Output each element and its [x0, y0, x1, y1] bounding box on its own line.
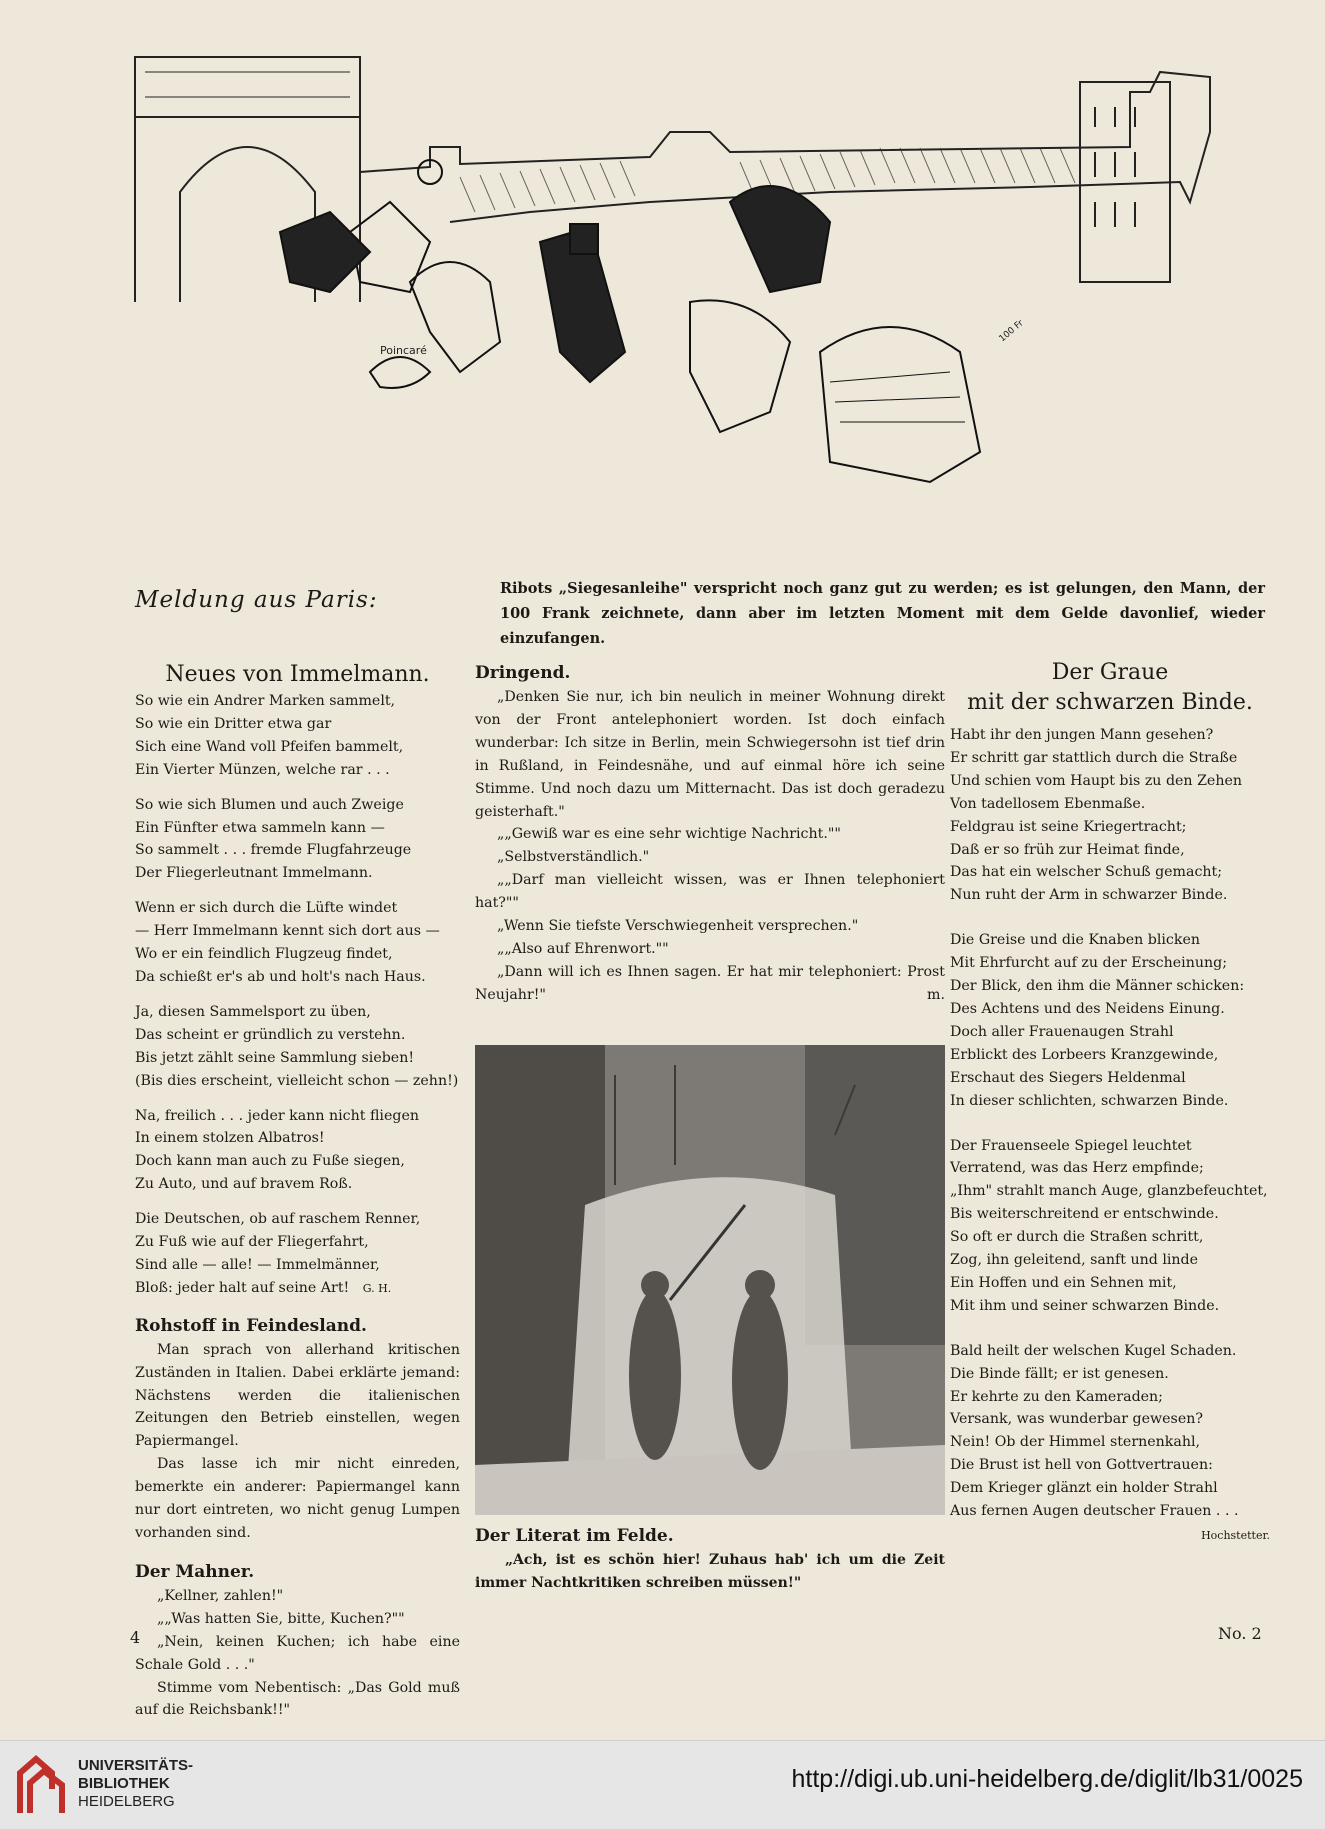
- article-paragraph: Das lasse ich mir nicht einreden, bemerkte ein anderer: Papiermangel kann nur dort eintreten, wo nicht genug Lumpen vorhanden sind.: [135, 1456, 460, 1541]
- label-paper: 100 Fr: [997, 318, 1026, 345]
- poem-line: So wie ein Andrer Marken sammelt,: [135, 693, 396, 709]
- poem-line: Zu Fuß wie auf der Fliegerfahrt,: [135, 1234, 369, 1251]
- poem-line: Er kehrte zu den Kameraden;: [950, 1388, 1163, 1405]
- poem-line: Verratend, was das Herz empfinde;: [950, 1160, 1204, 1177]
- poem-line: In einem stolzen Albatros!: [135, 1130, 325, 1147]
- poem-line: Der Blick, den ihm die Männer schicken:: [950, 978, 1245, 995]
- photo-caption-title: Der Literat im Felde.: [475, 1526, 674, 1546]
- permalink-url[interactable]: http://digi.ub.uni-heidelberg.de/diglit/lb31/0025: [791, 1765, 1303, 1793]
- poem-line: In dieser schlichten, schwarzen Binde.: [950, 1092, 1229, 1109]
- poem-line: Doch kann man auch zu Fuße siegen,: [135, 1153, 405, 1170]
- poem-stanza: [135, 794, 460, 886]
- library-name-line: BIBLIOTHEK: [78, 1775, 170, 1792]
- library-name-line: UNIVERSITÄTS-: [78, 1757, 194, 1774]
- article-paragraph: „Wenn Sie tiefste Verschwiegenheit versprechen.": [497, 918, 859, 935]
- poem-line: Na, freilich . . . jeder kann nicht fliegen: [135, 1107, 419, 1124]
- poem-line: Die Deutschen, ob auf raschem Renner,: [135, 1211, 421, 1228]
- photo-caption: [475, 1523, 945, 1595]
- caption-text: Ribots „Siegesanleihe" verspricht noch ganz gut zu werden; es ist gelungen, den Mann, der 100 Frank zeichnete, dann aber im letzten Moment mit dem Gelde davonlief, wieder einzufangen.: [500, 580, 1265, 647]
- article-paragraph: Stimme vom Nebentisch: „Das Gold muß auf die Reichsbank!!": [135, 1679, 460, 1719]
- poem-line: Und schien vom Haupt bis zu den Zehen: [950, 772, 1242, 789]
- article-paragraph: „Nein, keinen Kuchen; ich habe eine Schale Gold . . .": [135, 1633, 460, 1673]
- article-paragraph: „Dann will ich es Ihnen sagen. Er hat mir telephoniert: Prost Neujahr!": [475, 963, 945, 1003]
- column-middle: [475, 660, 945, 1007]
- poem-stanza: [135, 1105, 460, 1197]
- poem-stanza: [135, 1208, 460, 1301]
- poem-line: Zog, ihn geleitend, sanft und linde: [950, 1252, 1199, 1269]
- poem-line: Wenn er sich durch die Lüfte windet: [135, 900, 398, 917]
- poem-line: Die Brust ist hell von Gottvertrauen:: [950, 1457, 1213, 1474]
- article-paragraph: „Denken Sie nur, ich bin neulich in meiner Wohnung direkt von der Front antelephoniert worden. Ist doch einfach wunderbar: Ich sitze in Berlin, mein Schwiegersohn ist tief drin in Rußland, in Feindesnähe, und auf einmal höre ich seine Stimme. Und noch dazu um Mitternacht. Das ist doch geradezu geisterhaft.": [475, 689, 945, 820]
- page-number: 4: [130, 1628, 141, 1647]
- poem-line: Dem Krieger glänzt ein holder Strahl: [950, 1480, 1218, 1497]
- poem-line: Er schritt gar stattlich durch die Straße: [950, 749, 1238, 766]
- poem-title-line2: mit der schwarzen Binde.: [967, 690, 1253, 715]
- photo-caption-quote: „Ach, ist es schön hier! Zuhaus hab' ich um die Zeit immer Nachtkritiken schreiben müssen!": [475, 1552, 945, 1591]
- article-paragraph: Man sprach von allerhand kritischen Zuständen in Italien. Dabei erklärte jemand: Nächstens werden die italienischen Zeitungen den Betrieb einstellen, wegen Papiermangel.: [135, 1341, 460, 1450]
- article-paragraph: „„Darf man vielleicht wissen, was er Ihnen telephoniert hat?"": [475, 872, 945, 912]
- poem-stanza: [950, 1340, 1270, 1523]
- poem-line: Der Fliegerleutnant Immelmann.: [135, 865, 373, 882]
- label-poincare: Poincaré: [380, 344, 427, 357]
- signature: Hochstetter.: [1201, 1529, 1270, 1542]
- soldiers-photo: [475, 1045, 945, 1515]
- poem-line: Das hat ein welscher Schuß gemacht;: [950, 864, 1223, 881]
- poem-line: „Ihm" strahlt manch Auge, glanzbefeuchtet,: [950, 1183, 1268, 1200]
- mahner-article: [135, 1559, 460, 1722]
- article-title-dringend: Dringend.: [475, 663, 571, 683]
- rohstoff-article: [135, 1313, 460, 1545]
- poem-line: Mit Ehrfurcht auf zu der Erscheinung;: [950, 955, 1227, 972]
- poem-line: Erblickt des Lorbeers Kranzgewinde,: [950, 1046, 1219, 1063]
- poem-line: Habt ihr den jungen Mann gesehen?: [950, 727, 1214, 743]
- poem-line: Die Greise und die Knaben blicken: [950, 932, 1200, 949]
- poem-line: Das scheint er gründlich zu verstehn.: [135, 1026, 406, 1043]
- library-name-line: HEIDELBERG: [78, 1793, 175, 1810]
- poem-stanza: [950, 724, 1270, 907]
- poem-line: Erschaut des Siegers Heldenmal: [950, 1069, 1186, 1086]
- poem-title-line1: Der Graue: [1051, 660, 1169, 685]
- poem-line: Bald heilt der welschen Kugel Schaden.: [950, 1342, 1237, 1359]
- poem-stanza: [950, 929, 1270, 1112]
- poem-line: So wie ein Dritter etwa gar: [135, 715, 332, 732]
- poem-line-text: Bloß: jeder halt auf seine Art!: [135, 1279, 350, 1296]
- poem-stanza: [950, 1135, 1270, 1318]
- library-name[interactable]: [78, 1757, 193, 1811]
- article-paragraph: „„Also auf Ehrenwort."": [497, 940, 669, 957]
- column-right: [950, 658, 1270, 1548]
- signature: G. H.: [362, 1281, 392, 1295]
- poem-line: So wie sich Blumen und auch Zweige: [135, 796, 404, 813]
- poem-line: Ja, diesen Sammelsport zu üben,: [135, 1003, 371, 1020]
- poem-line: Der Frauenseele Spiegel leuchtet: [950, 1137, 1192, 1154]
- poem-line: Ein Vierter Münzen, welche rar . . .: [135, 761, 390, 778]
- article-paragraph: „Selbstverständlich.": [497, 849, 650, 866]
- poem-line: Daß er so früh zur Heimat finde,: [950, 841, 1185, 858]
- article-paragraph: „„Was hatten Sie, bitte, Kuchen?"": [157, 1610, 405, 1627]
- article-paragraph: „„Gewiß war es eine sehr wichtige Nachricht."": [497, 826, 841, 843]
- article-paragraph: „Kellner, zahlen!": [157, 1587, 284, 1604]
- poem-line: Sind alle — alle! — Immelmänner,: [135, 1256, 380, 1273]
- poem-line: Mit ihm und seiner schwarzen Binde.: [950, 1297, 1220, 1314]
- caption-heading: Meldung aus Paris:: [135, 587, 378, 613]
- poem-line: Wo er ein feindlich Flugzeug findet,: [135, 946, 393, 963]
- poem-line: Ein Hoffen und ein Sehnen mit,: [950, 1274, 1177, 1291]
- poem-line: Da schießt er's ab und holt's nach Haus.: [135, 968, 426, 985]
- poem-line: Aus fernen Augen deutscher Frauen . . .: [950, 1503, 1239, 1520]
- poem-stanza: [135, 897, 460, 989]
- signature: m.: [927, 986, 945, 1003]
- poem-line: (Bis dies erscheint, vielleicht schon — zehn!): [135, 1072, 459, 1089]
- poem-line: Des Achtens und des Neidens Einung.: [950, 1000, 1225, 1017]
- poem-line: Nun ruht der Arm in schwarzer Binde.: [950, 887, 1228, 904]
- poem-line: So sammelt . . . fremde Flugfahrzeuge: [135, 842, 412, 859]
- poem-line: Nein! Ob der Himmel sternenkahl,: [950, 1434, 1201, 1451]
- label-ribot: Ribot: [762, 247, 791, 260]
- poem-line: Die Binde fällt; er ist genesen.: [950, 1365, 1169, 1382]
- poem-line: Doch aller Frauenaugen Strahl: [950, 1023, 1174, 1040]
- poem-line: Versank, was wunderbar gewesen?: [950, 1411, 1203, 1428]
- poem-line: Ein Fünfter etwa sammeln kann —: [135, 819, 385, 836]
- poem-line: — Herr Immelmann kennt sich dort aus —: [135, 923, 440, 940]
- poem-stanza: [135, 690, 460, 782]
- poem-title-immelmann: Neues von Immelmann.: [165, 662, 430, 687]
- poem-line: Bis weiterschreitend er entschwinde.: [950, 1206, 1219, 1223]
- library-logo-icon[interactable]: [16, 1753, 68, 1817]
- library-footer: [0, 1740, 1325, 1829]
- article-title: Der Mahner.: [135, 1561, 255, 1582]
- poem-line: Feldgrau ist seine Kriegertracht;: [950, 818, 1187, 835]
- paris-cartoon-illustration: [130, 52, 1275, 552]
- poem-line: Von tadellosem Ebenmaße.: [950, 795, 1146, 812]
- poem-line: [135, 1277, 460, 1301]
- poem-line: So oft er durch die Straßen schritt,: [950, 1229, 1204, 1246]
- poem-stanza: [135, 1001, 460, 1093]
- article-title: Rohstoff in Feindesland.: [135, 1315, 367, 1336]
- column-left: [135, 660, 460, 1722]
- poem-line: Bis jetzt zählt seine Sammlung sieben!: [135, 1049, 415, 1066]
- poem-line: Zu Auto, und auf bravem Roß.: [135, 1176, 353, 1193]
- poem-line: Sich eine Wand voll Pfeifen bammelt,: [135, 738, 404, 755]
- issue-number: No. 2: [1218, 1624, 1262, 1643]
